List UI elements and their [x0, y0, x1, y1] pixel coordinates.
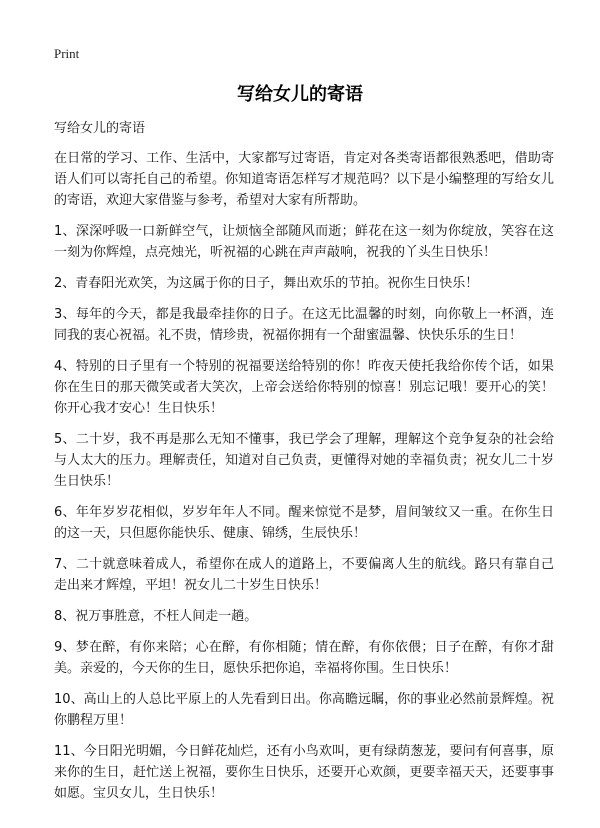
wish-paragraph-11: 11、今日阳光明媚，今日鲜花灿烂，还有小鸟欢叫，更有绿荫葱茏，要问有何喜事，原来你的生日，赶忙送上祝福，要你生日快乐，还要开心欢颜，更要幸福天天，还要事事如愿。宝贝女儿，生日快乐！: [54, 744, 554, 801]
wish-paragraph-2: 2、青春阳光欢笑，为这属于你的日子，舞出欢乐的节拍。祝你生日快乐！: [54, 276, 479, 291]
wish-paragraph-5: 5、二十岁，我不再是那么无知不懂事，我已学会了理解，理解这个竞争复杂的社会给与人太大的压力。理解责任，知道对自己负责，更懂得对她的幸福负责；祝女儿二十岁生日快乐！: [54, 432, 554, 489]
wish-paragraph-6: 6、年年岁岁花相似，岁岁年年人不同。醒来惊觉不是梦，眉间皱纹又一重。在你生日的这一天，只但愿你能快乐、健康、锦绣，生辰快乐！: [54, 505, 554, 541]
print-link[interactable]: Print: [54, 46, 80, 61]
wish-paragraph-10: 10、高山上的人总比平原上的人先看到日出。你高瞻远瞩，你的事业必然前景辉煌。祝你鹏程万里！: [54, 692, 554, 728]
article-subtitle: 写给女儿的寄语: [54, 121, 146, 136]
wish-paragraph-8: 8、祝万事胜意，不枉人间走一趟。: [54, 609, 258, 624]
article-body: [54, 118, 554, 814]
wish-paragraph-4: 4、特别的日子里有一个特别的祝福要送给特别的你！昨夜天使托我给你传个话，如果你在生日的那天微笑或者大笑次，上帝会送给你特别的惊喜！别忘记哦！要开心的笑！你开心我才安心！生日快乐！: [54, 359, 554, 416]
wish-paragraph-9: 9、梦在醉，有你来陪；心在醉，有你相随；情在醉，有你依偎；日子在醉，有你才甜美。亲爱的，今天你的生日，愿快乐把你追，幸福将你围。生日快乐！: [54, 640, 554, 676]
wish-paragraph-3: 3、每年的今天，都是我最牵挂你的日子。在这无比温馨的时刻，向你敬上一杯酒，连同我的衷心祝福。礼不贵，情珍贵，祝福你拥有一个甜蜜温馨、快快乐乐的生日！: [54, 307, 554, 343]
page-title: 写给女儿的寄语: [237, 84, 363, 105]
intro-paragraph: 在日常的学习、工作、生活中，大家都写过寄语，肯定对各类寄语都很熟悉吧，借助寄语人们可以寄托自己的希望。你知道寄语怎样写才规范吗？以下是小编整理的写给女儿的寄语，欢迎大家借鉴与参考，希望对大家有所帮助。: [54, 151, 554, 208]
wish-paragraph-1: 1、深深呼吸一口新鲜空气，让烦恼全部随风而逝；鲜花在这一刻为你绽放，笑容在这一刻为你辉煌，点亮烛光，听祝福的心跳在声声敲响，祝我的丫头生日快乐！: [54, 224, 554, 260]
wish-paragraph-7: 7、二十就意味着成人，希望你在成人的道路上，不要偏离人生的航线。路只有靠自己走出来才辉煌，平坦！祝女儿二十岁生日快乐！: [54, 557, 554, 593]
